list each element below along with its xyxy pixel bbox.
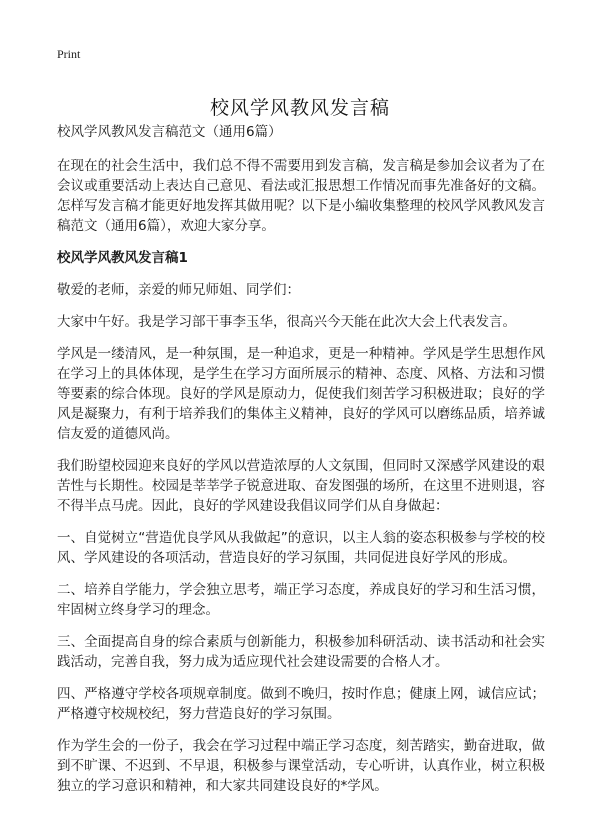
proposal-item-3: 三、全面提高自身的综合素质与创新能力，积极参加科研活动、读书活动和社会实践活动，完善自我，努力成为适应现代社会建设需要的合格人才。 xyxy=(57,634,545,670)
closing-paragraph: 作为学生会的一份子，我会在学习过程中端正学习态度，刻苦踏实，勤奋进取，做到不旷课、不迟到、不早退，积极参与课堂活动，专心听讲，认真作业，树立积极独立的学习意识和精神，和大家共同建设良好的*学风。 xyxy=(57,738,545,794)
print-link[interactable]: Print xyxy=(57,47,81,61)
intro-paragraph: 在现在的社会生活中，我们总不得不需要用到发言稿，发言稿是参加会议者为了在会议或重要活动上表达自己意见、看法或汇报思想工作情况而事先准备好的文稿。怎样写发言稿才能更好地发挥其做用呢？以下是小编收集整理的校风学风教风发言稿范文（通用6篇），欢迎大家分享。 xyxy=(57,158,545,234)
body-paragraph: 我们盼望校园迎来良好的学风以营造浓厚的人文氛围，但同时又深感学风建设的艰苦性与长期性。校园是莘莘学子锐意进取、奋发图强的场所，在这里不进则退，容不得半点马虎。因此，良好的学风建设我倡议同学们从自身做起： xyxy=(57,458,545,514)
document-subtitle: 校风学风教风发言稿范文（通用6篇） xyxy=(57,124,282,140)
greeting-paragraph: 大家中午好。我是学习部干事李玉华，很高兴今天能在此次大会上代表发言。 xyxy=(57,314,516,330)
proposal-item-1: 一、自觉树立“营造优良学风从我做起”的意识，以主人翁的姿态积极参与学校的校风、学风建设的各项活动，营造良好的学习氛围，共同促进良好学风的形成。 xyxy=(57,530,545,566)
salutation-paragraph: 敬爱的老师，亲爱的师兄师姐、同学们： xyxy=(57,282,300,298)
document-body xyxy=(57,122,545,808)
proposal-item-2: 二、培养自学能力，学会独立思考，端正学习态度，养成良好的学习和生活习惯，牢固树立终身学习的理念。 xyxy=(57,582,545,618)
body-paragraph: 学风是一缕清风，是一种氛围，是一种追求，更是一种精神。学风是学生思想作风在学习上的具体体现，是学生在学习方面所展示的精神、态度、风格、方法和习惯等要素的综合体现。良好的学风是原动力，促使我们刻苦学习积极进取；良好的学风是凝聚力，有利于培养我们的集体主义精神，良好的学风可以磨练品质，培养诚信友爱的道德风尚。 xyxy=(57,346,545,442)
section-heading: 校风学风教风发言稿1 xyxy=(57,250,188,266)
page-title: 校风学风教风发言稿 xyxy=(209,96,390,119)
proposal-item-4: 四、严格遵守学校各项规章制度。做到不晚归，按时作息；健康上网，诚信应试；严格遵守校规校纪，努力营造良好的学习氛围。 xyxy=(57,686,545,722)
